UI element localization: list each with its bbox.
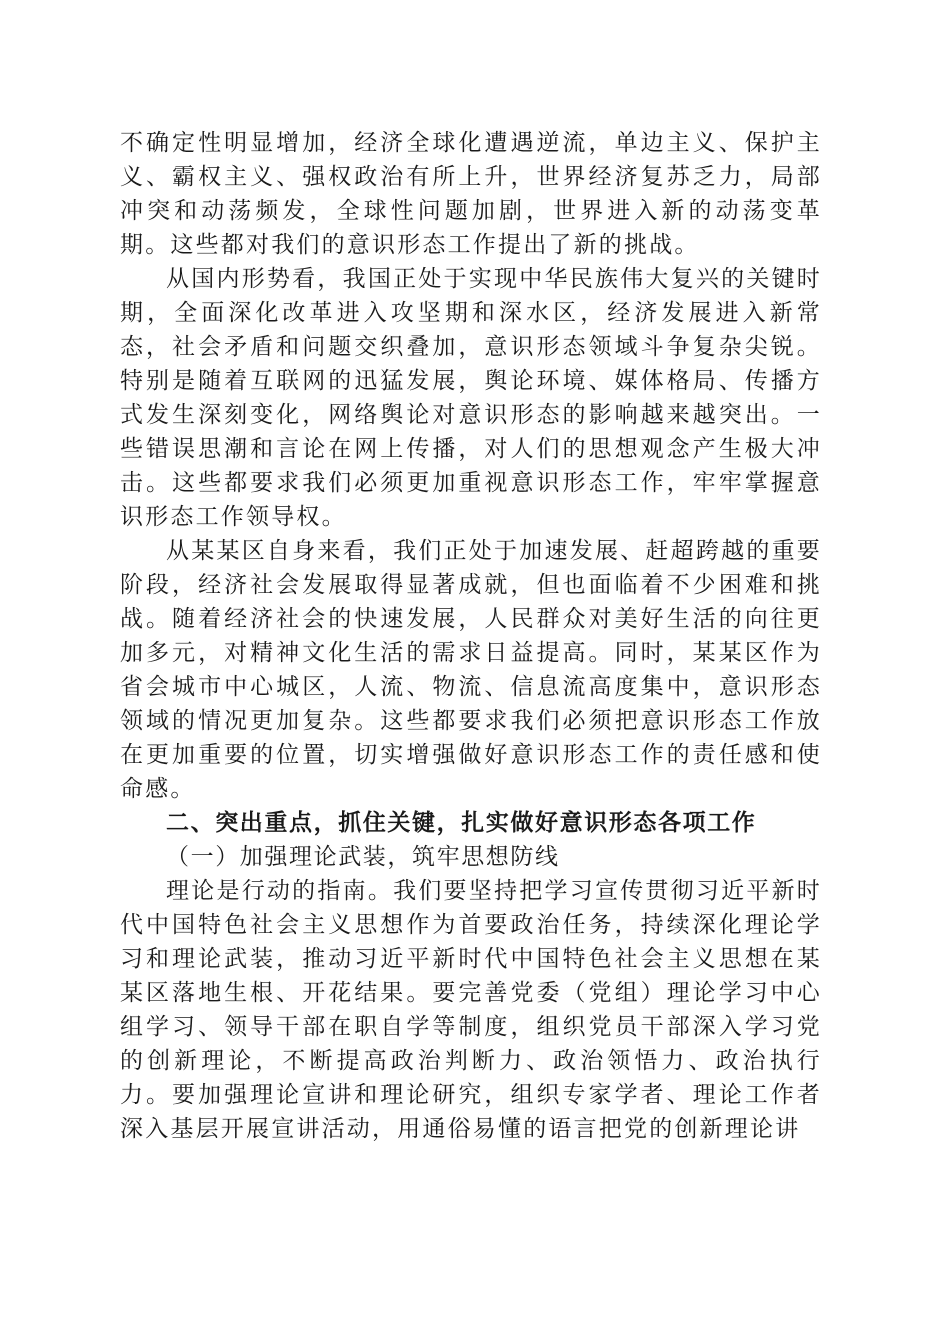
document-body [120,126,822,1146]
section-heading: 二、突出重点，抓住关键，扎实做好意识形态各项工作 [166,810,757,836]
paragraph-district-situation: 从某某区自身来看，我们正处于加速发展、赶超跨越的重要阶段，经济社会发展取得显著成就，但也面临着不少困难和挑战。随着经济社会的快速发展，人民群众对美好生活的向往更加多元，对精神文化生活的需求日益提高。同时，某某区作为省会城市中心城区，人流、物流、信息流高度集中，意识形态领域的情况更加复杂。这些都要求我们必须把意识形态工作放在更加重要的位置，切实增强做好意识形态工作的责任感和使命感。 [120,538,822,802]
paragraph-world-situation: 不确定性明显增加，经济全球化遭遇逆流，单边主义、保护主义、霸权主义、强权政治有所上升，世界经济复苏乏力，局部冲突和动荡频发，全球性问题加剧，世界进入新的动荡变革期。这些都对我们的意识形态工作提出了新的挑战。 [120,130,822,258]
subsection-heading: （一）加强理论武装，筑牢思想防线 [166,844,560,870]
paragraph-domestic-situation: 从国内形势看，我国正处于实现中华民族伟大复兴的关键时期，全面深化改革进入攻坚期和深水区，经济发展进入新常态，社会矛盾和问题交织叠加，意识形态领域斗争复杂尖锐。特别是随着互联网的迅猛发展，舆论环境、媒体格局、传播方式发生深刻变化，网络舆论对意识形态的影响越来越突出。一些错误思潮和言论在网上传播，对人们的思想观念产生极大冲击。这些都要求我们必须更加重视意识形态工作，牢牢掌握意识形态工作领导权。 [120,266,822,530]
paragraph-theory: 理论是行动的指南。我们要坚持把学习宣传贯彻习近平新时代中国特色社会主义思想作为首要政治任务，持续深化理论学习和理论武装，推动习近平新时代中国特色社会主义思想在某某区落地生根、开花结果。要完善党委（党组）理论学习中心组学习、领导干部在职自学等制度，组织党员干部深入学习党的创新理论，不断提高政治判断力、政治领悟力、政治执行力。要加强理论宣讲和理论研究，组织专家学者、理论工作者深入基层开展宣讲活动，用通俗易懂的语言把党的创新理论讲 [120,878,822,1142]
